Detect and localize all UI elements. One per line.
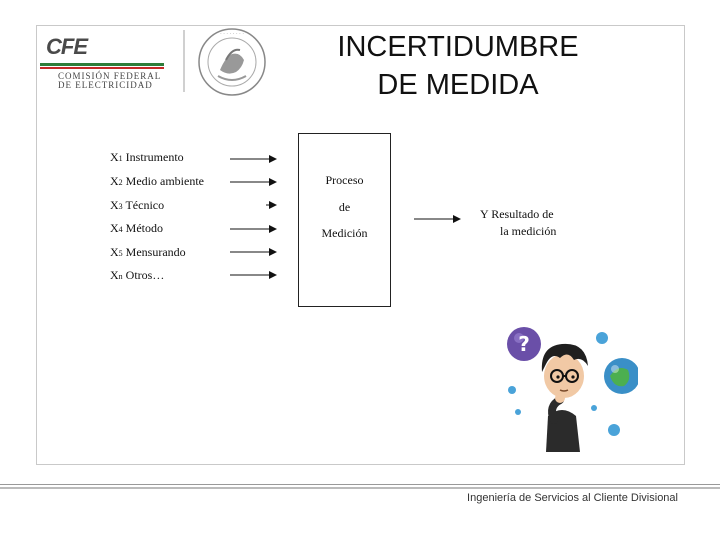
input-item: Xn Otros… — [110, 268, 165, 282]
result-line2: la medición — [500, 224, 557, 238]
svg-text:· · · · · · · ·: · · · · · · · · — [220, 31, 244, 37]
process-line2: de — [338, 200, 351, 214]
svg-text:?: ? — [518, 332, 530, 356]
input-item: X4 Método — [110, 221, 164, 235]
result-line1: Y Resultado de — [480, 207, 554, 221]
process-line3: Medición — [321, 226, 368, 240]
title-line2: DE MEDIDA — [377, 69, 539, 101]
title-line1: INCERTIDUMBRE — [337, 31, 579, 63]
thinking-character-illustration — [502, 320, 638, 452]
input-item: X5 Mensurando — [110, 245, 186, 259]
input-item: X2 Medio ambiente — [110, 174, 204, 188]
input-item: X3 Técnico — [110, 198, 165, 212]
footer-divider-2 — [0, 487, 720, 489]
footer-text: Ingeniería de Servicios al Cliente Divisional — [467, 492, 678, 504]
footer-divider — [0, 484, 720, 485]
process-box — [298, 133, 391, 307]
logo-line1: COMISIÓN FEDERAL — [58, 71, 162, 81]
cfe-logo-text: CFE — [46, 34, 87, 59]
logo-line2: DE ELECTRICIDAD — [58, 80, 153, 90]
input-item: X1 Instrumento — [110, 150, 184, 164]
process-line1: Proceso — [325, 173, 364, 187]
